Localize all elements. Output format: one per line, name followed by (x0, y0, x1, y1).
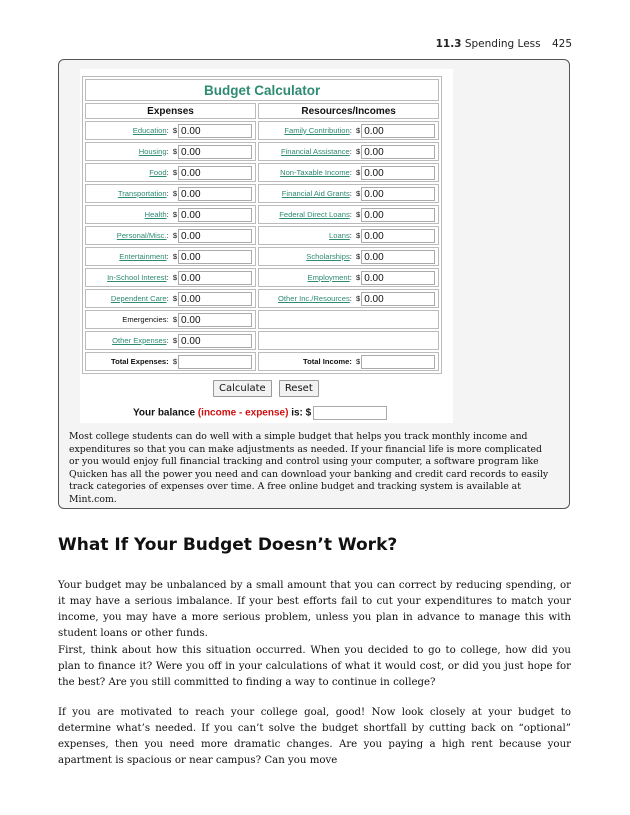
currency-symbol: $ (355, 230, 361, 240)
resource-label-link[interactable]: Loans (329, 230, 350, 240)
resource-amount-field[interactable]: 0.00 (361, 124, 435, 138)
resource-amount-field[interactable]: 0.00 (361, 229, 435, 243)
resource-cell: Financial Assistance: $ 0.00 (258, 142, 439, 161)
calculator-row (85, 205, 439, 224)
total-expenses-field[interactable] (178, 355, 252, 369)
currency-symbol: $ (172, 356, 178, 366)
resource-cell: Scholarships: $ 0.00 (258, 247, 439, 266)
calculator-rows (85, 121, 439, 350)
resource-cell: Loans: $ 0.00 (258, 226, 439, 245)
balance-field[interactable] (313, 406, 387, 420)
calculator-row (85, 121, 439, 140)
resource-cell: Family Contribution: $ 0.00 (258, 121, 439, 140)
expense-label-link[interactable]: Entertainment (119, 251, 167, 261)
currency-symbol: $ (172, 272, 178, 282)
currency-symbol: $ (355, 188, 361, 198)
section-title: Spending Less (464, 38, 541, 50)
resource-amount-field[interactable]: 0.00 (361, 166, 435, 180)
expense-label-link[interactable]: Education (132, 125, 167, 135)
total-expenses-cell (85, 352, 256, 371)
resource-label-link[interactable]: Non-Taxable Income (280, 167, 350, 177)
balance-line (133, 406, 387, 420)
budget-calculator (80, 69, 453, 423)
currency-symbol: $ (355, 356, 361, 366)
expense-label-link[interactable]: Dependent Care (110, 293, 167, 303)
currency-symbol: $ (172, 230, 178, 240)
calculator-row (85, 142, 439, 161)
resource-label-link[interactable]: Other Inc./Resources (278, 293, 350, 303)
expense-amount-field[interactable]: 0.00 (178, 208, 252, 222)
calculator-table (82, 76, 442, 374)
expense-amount-field[interactable]: 0.00 (178, 229, 252, 243)
resource-amount-field[interactable]: 0.00 (361, 250, 435, 264)
reset-button[interactable]: Reset (279, 380, 319, 397)
expense-cell: Dependent Care: $ 0.00 (85, 289, 256, 308)
section-number: 11.3 (435, 38, 462, 50)
currency-symbol: $ (355, 167, 361, 177)
balance-formula: (income - expense) (197, 407, 289, 419)
page-number: 425 (551, 38, 572, 50)
expense-cell: Other Expenses: $ 0.00 (85, 331, 256, 350)
total-income-label: Total Income: (303, 356, 352, 366)
body-paragraph: If you are motivated to reach your college goal, good! Now look closely at your budget to determine what’s needed. If you can’t solve the budget shortfall by cutting back on “optional” expenses, then you need more dramatic changes. Are you paying a high rent because your apartment is spacious or near campus? Can you move (58, 707, 571, 766)
total-income-field[interactable] (361, 355, 435, 369)
expense-label-link[interactable]: Housing (138, 146, 167, 156)
expense-label-link[interactable]: Food (149, 167, 167, 177)
expense-label-link[interactable]: Personal/Misc. (116, 230, 167, 240)
resource-cell: Employment: $ 0.00 (258, 268, 439, 287)
resource-label-link[interactable]: Financial Aid Grants (281, 188, 350, 198)
currency-symbol: $ (172, 251, 178, 261)
calculator-row (85, 247, 439, 266)
currency-symbol: $ (172, 293, 178, 303)
currency-symbol: $ (172, 209, 178, 219)
expense-cell: In-School Interest: $ 0.00 (85, 268, 256, 287)
resource-label-link[interactable]: Scholarships (306, 251, 350, 261)
expense-amount-field[interactable]: 0.00 (178, 313, 252, 327)
balance-suffix: is: $ (291, 407, 312, 419)
expense-amount-field[interactable]: 0.00 (178, 145, 252, 159)
expense-label-link[interactable]: Transportation (117, 188, 167, 198)
expense-label-link: Emergencies (122, 314, 167, 324)
resource-cell (258, 310, 439, 329)
calculator-row (85, 331, 439, 350)
expense-amount-field[interactable]: 0.00 (178, 250, 252, 264)
calculator-row (85, 163, 439, 182)
resource-label-link[interactable]: Employment (307, 272, 350, 282)
currency-symbol: $ (172, 125, 178, 135)
balance-prefix: Your balance (133, 407, 196, 419)
resources-header: Resources/Incomes (258, 103, 439, 119)
expense-label-link[interactable]: Other Expenses (112, 335, 167, 345)
calculate-button[interactable]: Calculate (213, 380, 272, 397)
expense-label-link[interactable]: In-School Interest (107, 272, 167, 282)
currency-symbol: $ (355, 293, 361, 303)
figure-caption: Most college students can do well with a simple budget that helps you track monthly income and expenditures so that you can make adjustments as needed. If your financial life is more complicated or you would enjoy full financial tracking and control using your computer, a software program like Quicken has all the power you need and can download your banking and credit card records to easily track categories of expenses over time. A free online budget and tracking system is available at Mint.com. (69, 431, 549, 505)
resource-amount-field[interactable]: 0.00 (361, 187, 435, 201)
figure-box (58, 59, 570, 509)
body-paragraph: Your budget may be unbalanced by a small amount that you can correct by reducing spending, or it may have a serious imbalance. If your best efforts fail to cut your expenditures to match your income, you may have a more serious problem, unless you plan in advance to manage this with student loans or other funds. (58, 580, 571, 639)
currency-symbol: $ (355, 209, 361, 219)
calculator-row (85, 226, 439, 245)
currency-symbol: $ (172, 188, 178, 198)
expense-cell: Emergencies: $ 0.00 (85, 310, 256, 329)
expense-amount-field[interactable]: 0.00 (178, 187, 252, 201)
currency-symbol: $ (355, 272, 361, 282)
currency-symbol: $ (172, 146, 178, 156)
expense-cell: Housing: $ 0.00 (85, 142, 256, 161)
total-income-cell (258, 352, 439, 371)
section-heading: What If Your Budget Doesn’t Work? (58, 535, 398, 555)
currency-symbol: $ (172, 335, 178, 345)
currency-symbol: $ (172, 167, 178, 177)
expense-label-link[interactable]: Health (144, 209, 167, 219)
resource-amount-field[interactable]: 0.00 (361, 271, 435, 285)
expense-amount-field[interactable]: 0.00 (178, 166, 252, 180)
currency-symbol: $ (355, 251, 361, 261)
currency-symbol: $ (172, 314, 178, 324)
expense-cell: Food: $ 0.00 (85, 163, 256, 182)
body-paragraph: First, think about how this situation occurred. When you decided to go to college, how did you plan to finance it? Were you off in your calculations of what it would cost, or did you just hope for the best? Are you still committed to finding a way to continue in college? (58, 645, 571, 688)
resource-cell: Federal Direct Loans: $ 0.00 (258, 205, 439, 224)
resource-cell (258, 331, 439, 350)
expense-cell: Transportation: $ 0.00 (85, 184, 256, 203)
calculator-row (85, 268, 439, 287)
resource-amount-field[interactable]: 0.00 (361, 145, 435, 159)
running-header (436, 38, 572, 50)
expenses-header: Expenses (85, 103, 256, 119)
expense-cell: Personal/Misc.: $ 0.00 (85, 226, 256, 245)
expense-amount-field[interactable]: 0.00 (178, 271, 252, 285)
calculator-title: Budget Calculator (85, 79, 439, 101)
currency-symbol: $ (355, 125, 361, 135)
resource-amount-field[interactable]: 0.00 (361, 208, 435, 222)
resource-cell: Other Inc./Resources: $ 0.00 (258, 289, 439, 308)
total-expenses-label: Total Expenses: (111, 356, 169, 366)
resource-cell: Non-Taxable Income: $ 0.00 (258, 163, 439, 182)
expense-amount-field[interactable]: 0.00 (178, 292, 252, 306)
expense-cell: Education: $ 0.00 (85, 121, 256, 140)
expense-amount-field[interactable]: 0.00 (178, 334, 252, 348)
calculator-row (85, 289, 439, 308)
resource-label-link[interactable]: Financial Assistance (280, 146, 350, 156)
resource-label-link[interactable]: Family Contribution (284, 125, 350, 135)
resource-cell: Financial Aid Grants: $ 0.00 (258, 184, 439, 203)
currency-symbol: $ (355, 146, 361, 156)
calculator-row (85, 184, 439, 203)
calculator-buttons (213, 376, 321, 397)
expense-amount-field[interactable]: 0.00 (178, 124, 252, 138)
resource-amount-field[interactable]: 0.00 (361, 292, 435, 306)
resource-label-link[interactable]: Federal Direct Loans (279, 209, 350, 219)
expense-cell: Health: $ 0.00 (85, 205, 256, 224)
expense-cell: Entertainment: $ 0.00 (85, 247, 256, 266)
calculator-row (85, 310, 439, 329)
